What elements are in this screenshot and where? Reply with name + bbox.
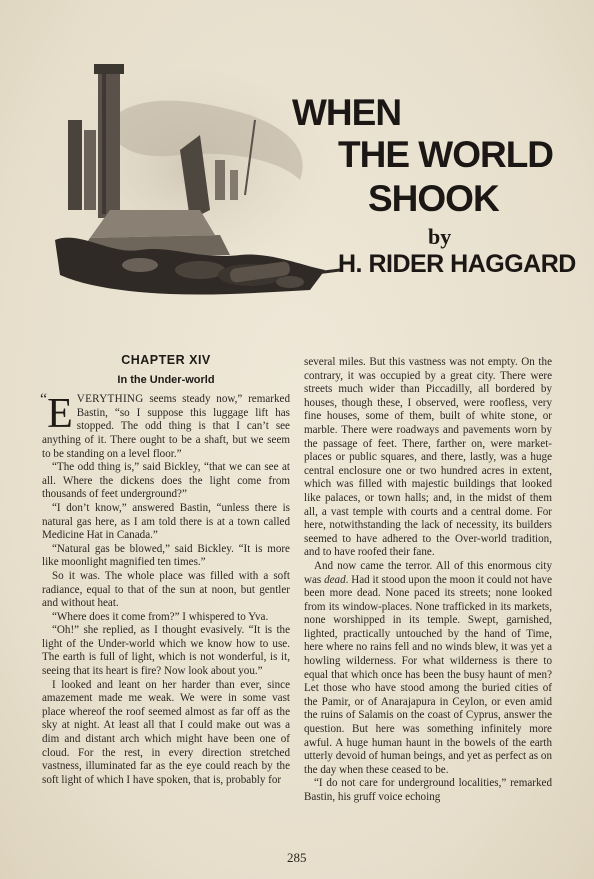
emphasis: dead xyxy=(324,573,346,586)
chapter-subheading: In the Under-world xyxy=(117,373,215,386)
paragraph-text: And now came the terror. All of this enormous city was xyxy=(304,559,552,586)
paragraph: several miles. But this vastness was not empty. On the contrary, it was occupied by a great city. There were streets much wider than Piccadilly, all bordered by houses, though these, I observed, were roofless, very fine houses, some of them, built of white stone, or marble. There were roadways and pavements worn by the passage of feet. There, farther on, were market-places or public squares, and there, lastly, was a huge central enclosure one or two hundred acres in extent, which was filled with majestic buildings that looked like palaces, or town halls; and, in the midst of them all, a vast temple with courts and a central dome. For here, notwithstanding the lack of necessity, its builders seemed to have adhered to the Over-world tradition, and to have roofed their fane. xyxy=(304,356,552,559)
paragraph-text: seems steady now,” remarked Bastin, “so I suppose this luggage lift has stopped. The odd thing is that I can’t see anything of it. There ought to be a shaft, but we seem to be standing on a level floor.” xyxy=(42,393,290,460)
paragraph: So it was. The whole place was filled with a soft radiance, equal to that of the sun at noon, but gentler and without heat. xyxy=(42,569,290,610)
right-column xyxy=(304,356,552,805)
paragraph xyxy=(304,560,552,778)
title-line-2: THE WORLD xyxy=(338,134,554,175)
paragraph: “Oh!” she replied, as I thought evasively. “It is the light of the Under-world which we know how to use. The earth is full of light, which is not wonderful, is it, seeing that its heart is fire? Now look about you.” xyxy=(42,624,290,678)
paragraph: “I do not care for underground localities,” remarked Bastin, his gruff voice echoing xyxy=(304,777,552,803)
title-line-1: WHEN xyxy=(292,92,402,133)
paragraph: “The odd thing is,” said Bickley, “that we can see at all. Where the dickens does the light come from thousands of feet underground?” xyxy=(42,461,290,501)
first-word: VERYTHING xyxy=(76,393,144,406)
left-column xyxy=(42,354,290,787)
paragraph: “Natural gas be blowed,” said Bickley. “It is more like moonlight magnified ten times.” xyxy=(42,542,290,569)
open-quote: “ xyxy=(40,391,48,409)
author-name: H. RIDER HAGGARD xyxy=(338,250,576,278)
paragraph-text: . Had it stood upon the moon it could not have been more dead. None paced its streets; none looked from its window-places. None trafficked in its markets, none worshipped in its temple. Swept, garnished, lighted, practically untouched by the hand of Time, here where no rains fell and no winds blew, it was yet a howling wilderness. For what wilderness is there to equal that which once has been the busy haunt of men? Let those who have stood among the buried cities of the Pamir, or of Anarajapura in Ceylon, or even amid the ruins of Salamis on the coast of Cyprus, answer the question. But here was something infinitely more awful. A huge human haunt in the bowels of the earth utterly devoid of human beings, and yet as perfect as on the day when these ceased to be. xyxy=(304,573,553,776)
title-line-3: SHOOK xyxy=(368,178,499,219)
paragraph xyxy=(42,393,290,461)
byline-by: by xyxy=(428,224,452,249)
paragraph: “I don’t know,” answered Bastin, “unless there is natural gas here, as I am told there is at a town called Medicine Hat in Canada.” xyxy=(42,501,290,542)
drop-cap: E xyxy=(47,391,73,438)
chapter-heading: CHAPTER XIV xyxy=(121,353,211,367)
paragraph: I looked and leant on her harder than ever, since amazement made me weak. We were in some vast place whereof the roof seemed almost as far off as the sky at night. At least all that I could make out was a dim and distant arch which might have been one of cloud. For the rest, in every direction stretched vastness, illuminated far as the eye could reach by the soft light of which I have spoken, that is, probably for xyxy=(42,678,290,786)
page-number: 285 xyxy=(287,850,307,865)
title-block xyxy=(288,92,576,292)
paragraph: “Where does it come from?” I whispered to Yva. xyxy=(52,610,269,623)
